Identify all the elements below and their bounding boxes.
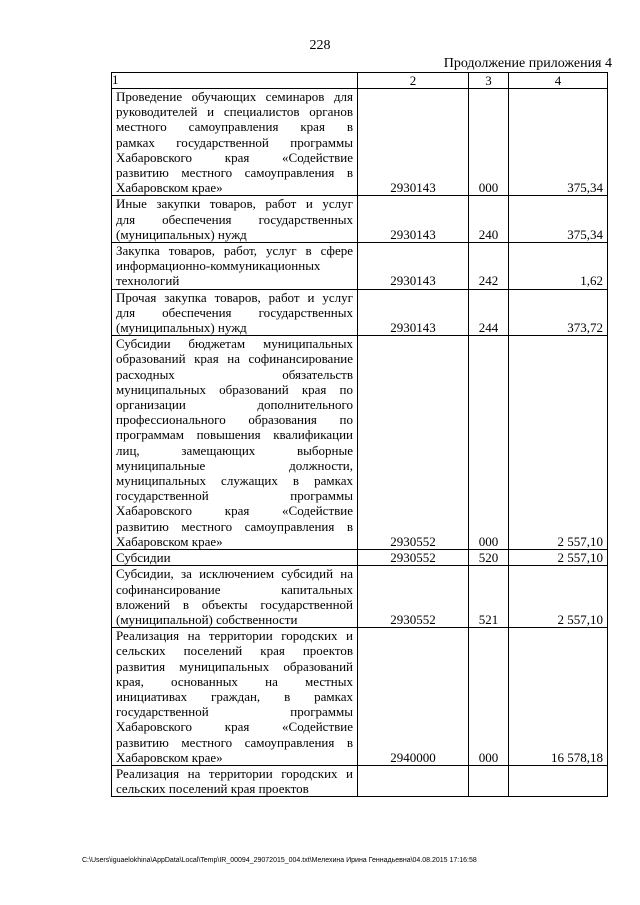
table-row [112, 89, 608, 196]
amount-cell: 373,72 [509, 289, 608, 336]
item-name-line: Хабаровского края «Содействие [116, 149, 353, 165]
expense-type-cell [469, 765, 509, 796]
item-name-line: рамках государственной программы [116, 134, 353, 150]
target-code-cell: 2930143 [358, 196, 469, 243]
item-name-line: Хабаровском крае» [116, 533, 223, 549]
header-cell-2: 2 [358, 73, 469, 89]
amount-cell: 1,62 [509, 243, 608, 290]
header-cell-3: 3 [469, 73, 509, 89]
item-name-line: инициативах граждан, в рамках [116, 688, 353, 704]
item-name-line: муниципальных образований края по [116, 381, 353, 397]
header-cell-1: 1 [112, 73, 358, 89]
target-code-cell [358, 765, 469, 796]
table-row [112, 243, 608, 290]
amount-cell: 375,34 [509, 196, 608, 243]
item-name-line: руководителей и специалистов органов [116, 104, 353, 120]
expense-type-cell: 000 [469, 336, 509, 550]
table-row [112, 566, 608, 628]
item-name-line: государственной программы [116, 704, 353, 720]
table-row [112, 628, 608, 766]
header-cell-4: 4 [509, 73, 608, 89]
table-row [112, 289, 608, 336]
expense-type-cell: 520 [469, 550, 509, 566]
target-code-cell: 2930143 [358, 89, 469, 196]
item-name-line: (муниципальной) собственности [116, 611, 298, 627]
amount-cell: 375,34 [509, 89, 608, 196]
item-name-line: для обеспечения государственных [116, 211, 353, 227]
item-name-line: программам повышения квалификации [116, 427, 353, 443]
item-name-line: профессионального образования по [116, 412, 353, 428]
item-name-cell [112, 628, 358, 766]
item-name-cell [112, 336, 358, 550]
expense-type-cell: 000 [469, 628, 509, 766]
item-name-line: Иные закупки товаров, работ и услуг [116, 196, 353, 212]
table-header-row [112, 73, 608, 89]
expense-type-cell: 000 [469, 89, 509, 196]
item-name-line: Хабаровском крае» [116, 180, 223, 196]
item-name-cell [112, 89, 358, 196]
item-name-line: (муниципальных) нужд [116, 320, 247, 336]
target-code-cell: 2930143 [358, 289, 469, 336]
item-name-cell [112, 289, 358, 336]
item-name-line: местного самоуправления края в [116, 119, 353, 135]
item-name-line: Субсидии, за исключением субсидий на [116, 566, 353, 582]
page-number: 228 [309, 38, 331, 53]
item-name-line: вложений в объекты государственной [116, 596, 353, 612]
item-name-line: развитию местного самоуправления в [116, 518, 353, 534]
continuation-note: Продолжение приложения 4 [443, 56, 612, 71]
item-name-line: муниципальные должности, [116, 457, 353, 473]
budget-table [111, 72, 608, 797]
item-name-line: сельских поселений края проектов [116, 781, 309, 797]
item-name-line: (муниципальных) нужд [116, 226, 247, 242]
amount-cell: 16 578,18 [509, 628, 608, 766]
amount-cell [509, 765, 608, 796]
item-name-cell [112, 566, 358, 628]
item-name-line: края, основанных на местных [116, 673, 353, 689]
item-name-line: Хабаровского края «Содействие [116, 719, 353, 735]
item-name-line: Закупка товаров, работ, услуг в сфере [116, 243, 353, 259]
item-name-line: Реализация на территории городских и [116, 628, 353, 644]
table-row [112, 765, 608, 796]
item-name-line: организации дополнительного [116, 397, 353, 413]
item-name-line: для обеспечения государственных [116, 304, 353, 320]
item-name-cell [112, 550, 358, 566]
file-path-footer: C:\Users\iguaelokhina\AppData\Local\Temp\IR_00094_29072015_004.txt\Мелехина Ирина Геннадьевна\04.08.2015 17:16:58 [82, 857, 477, 864]
item-name-cell [112, 765, 358, 796]
item-name-line: развитию местного самоуправления в [116, 165, 353, 181]
item-name-line: расходных обязательств [116, 366, 353, 382]
expense-type-cell: 242 [469, 243, 509, 290]
item-name-line: государственной программы [116, 488, 353, 504]
target-code-cell: 2930552 [358, 566, 469, 628]
expense-type-cell: 240 [469, 196, 509, 243]
item-name-line: информационно-коммуникационных [116, 258, 321, 274]
item-name-line: образований края на софинансирование [116, 351, 353, 367]
item-name-line: софинансирование капитальных [116, 581, 353, 597]
item-name-cell [112, 196, 358, 243]
item-name-line: лиц, замещающих выборные [116, 442, 353, 458]
item-name-line: развитию местного самоуправления в [116, 734, 353, 750]
amount-cell: 2 557,10 [509, 566, 608, 628]
item-name-cell [112, 243, 358, 290]
target-code-cell: 2930552 [358, 336, 469, 550]
item-name-line: технологий [116, 273, 180, 289]
target-code-cell: 2940000 [358, 628, 469, 766]
expense-type-cell: 521 [469, 566, 509, 628]
item-name-line: Прочая закупка товаров, работ и услуг [116, 289, 353, 305]
item-name-line: Проведение обучающих семинаров для [116, 89, 353, 104]
expense-type-cell: 244 [469, 289, 509, 336]
item-name-line: Реализация на территории городских и [116, 765, 353, 781]
item-name-line: Хабаровского края «Содействие [116, 503, 353, 519]
target-code-cell: 2930143 [358, 243, 469, 290]
item-name-line: Субсидии [116, 550, 171, 566]
amount-cell: 2 557,10 [509, 550, 608, 566]
table-row [112, 196, 608, 243]
item-name-line: Хабаровском крае» [116, 749, 223, 765]
item-name-line: развития муниципальных образований [116, 658, 353, 674]
item-name-line: Субсидии бюджетам муниципальных [116, 336, 353, 352]
amount-cell: 2 557,10 [509, 336, 608, 550]
item-name-line: муниципальных служащих в рамках [116, 473, 353, 489]
target-code-cell: 2930552 [358, 550, 469, 566]
table-row [112, 550, 608, 566]
item-name-line: сельских поселений края проектов [116, 643, 353, 659]
table-row [112, 336, 608, 550]
